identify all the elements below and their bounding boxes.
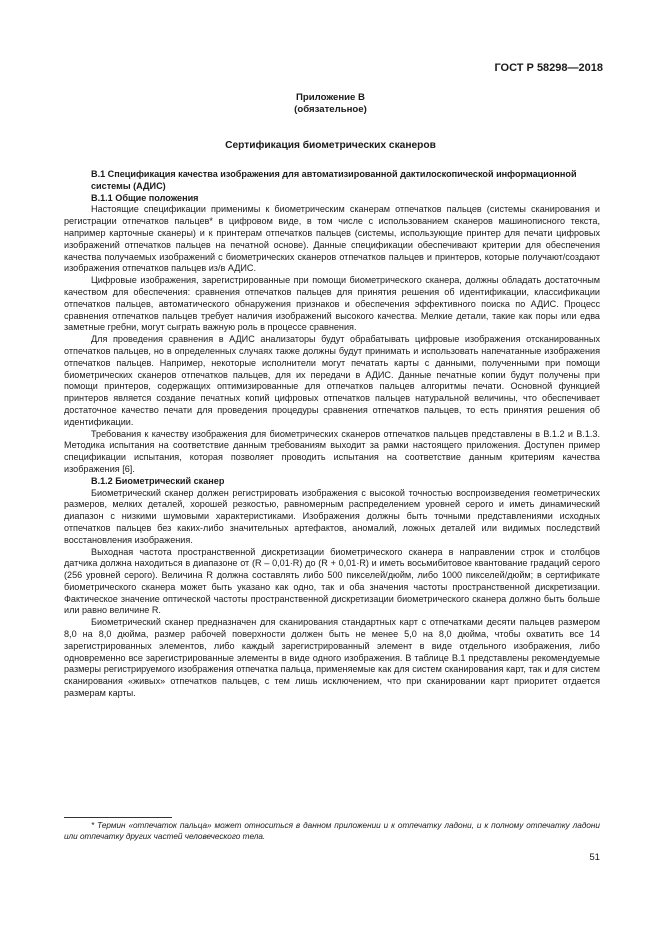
section-title: Сертификация биометрических сканеров	[225, 140, 436, 151]
standard-number: ГОСТ Р 58298—2018	[494, 62, 603, 74]
annex-status: (обязательное)	[294, 104, 367, 115]
paragraph: Настоящие спецификации применимы к биометрическим сканерам отпечатков пальцев (системы сканирования и регистрации отпечатков пальцев* в цифровом виде, в том числе с использованием сканеров машинописного текста, например карточные сканеры) и к принтерам отпечатков пальцев (системы, использующие принтер для печати цифровых изображений отпечатков пальцев на печатной основе). Данные спецификации обеспечивают критерии для обеспечения качества получаемых изображений с биометрических сканеров отпечатков пальцев и принтеров, которые получают/создают изображения отпечатков пальцев из/в АДИС.	[64, 204, 600, 274]
paragraph: Биометрический сканер предназначен для сканирования стандартных карт с отпечатками десяти пальцев размером 8,0 на 8,0 дюйма, размер рабочей поверхности должен быть не менее 5,0 на 8,0 дюйма, чтобы охватить все 14 зарегистрированных элементов, либо каждый зарегистрированный элемент в виде отдельного изображения, либо одновременно все зарегистрированные элементы в виде одного изображения. В таблице В.1 представлены рекомендуемые размеры регистрируемого изображения отпечатка пальца, применяемые как для систем сканирования карт, так и для систем сканирования «живых» отпечатков пальцев, с тем лишь исключением, что при сканировании карт приоритет отдается размерам карты.	[64, 617, 600, 699]
annex-title: Приложение В	[296, 92, 365, 103]
clause-b1-heading: В.1 Спецификация качества изображения для автоматизированной дактилоскопической информационной системы (АДИС)	[91, 169, 577, 191]
footnote: * Термин «отпечаток пальца» может относиться в данном приложении и к отпечатку ладони, и к полному отпечатку ладони или отпечатку других частей человеческого тела.	[64, 821, 600, 841]
paragraph: Для проведения сравнения в АДИС анализаторы будут обрабатывать цифровые изображения отсканированных отпечатков пальцев, но в определенных случаях также должны будут принимать и использовать напечатанные изображения отпечатков пальцев. Например, некоторые исполнители могут печатать карты с данными, полученными при помощи биометрических сканеров отпечатков пальцев, для их передачи в АДИС. Данные печатные копии будут получены при помощи принтеров, содержащих оптимизированные для отпечатков пальцев алгоритмы печати. Основной функцией принтеров является создание печатных копий цифровых отпечатков пальцев натуральной величины, что обеспечивает достаточное качество печати для проведения процедуры сравнения отпечатков пальцев, то есть принятия решения об идентификации.	[64, 334, 600, 427]
paragraph: Цифровые изображения, зарегистрированные при помощи биометрического сканера, должны обладать достаточным качеством для обеспечения: сравнения отпечатков пальцев для принятия решения об идентификации, классификации отпечатков пальцев, автоматического обнаружения признаков и обеспечения эффективного поиска по АДИС. Процесс сравнения отпечатков пальцев требует наличия изображений высокого качества. Мелкие детали, такие как поры или едва заметные гребни, могут сыграть важную роль в процессе сравнения.	[64, 275, 600, 333]
clause-b1-1-heading: В.1.1 Общие положения	[91, 192, 199, 203]
document-body	[64, 169, 600, 700]
paragraph: Биометрический сканер должен регистрировать изображения с высокой точностью воспроизведения геометрических размеров, мелких деталей, хорошей резкостью, равномерным распределением уровней серого и иметь динамический диапазон с низкими шумовыми характеристиками. Изображения должны быть точными представлениями исходных отпечатков пальцев без каких-либо значительных артефактов, аномалий, ложных деталей или видимых последствий восстановления изображения.	[64, 487, 600, 545]
paragraph: Требования к качеству изображения для биометрических сканеров отпечатков пальцев представлены в В.1.2 и В.1.3. Методика испытания на соответствие данным требованиям выходит за рамки настоящего приложения. Доступен пример спецификации испытания, которая позволяет проводить испытания на соответствие данным критериям качества изображения [6].	[64, 428, 600, 474]
paragraph: Выходная частота пространственной дискретизации биометрического сканера в направлении строк и столбцов датчика должна находиться в диапазоне от (R – 0,01·R) до (R + 0,01·R) и иметь восьмибитовое квантование градаций серого (256 уровней серого). Величина R должна составлять либо 500 пикселей/дюйм, либо 1000 пикселей/дюйм; в сертификате биометрического сканера может быть указано как одно, так и оба значения частоты пространственной дискретизации. Фактическое значение оптической частоты пространственной дискретизации биометрического сканера должно быть больше или равно величине R.	[64, 546, 600, 616]
annex-heading	[0, 92, 661, 116]
page-number: 51	[589, 852, 600, 863]
clause-b1-2-heading: В.1.2 Биометрический сканер	[91, 475, 225, 486]
footnote-divider	[64, 817, 172, 818]
